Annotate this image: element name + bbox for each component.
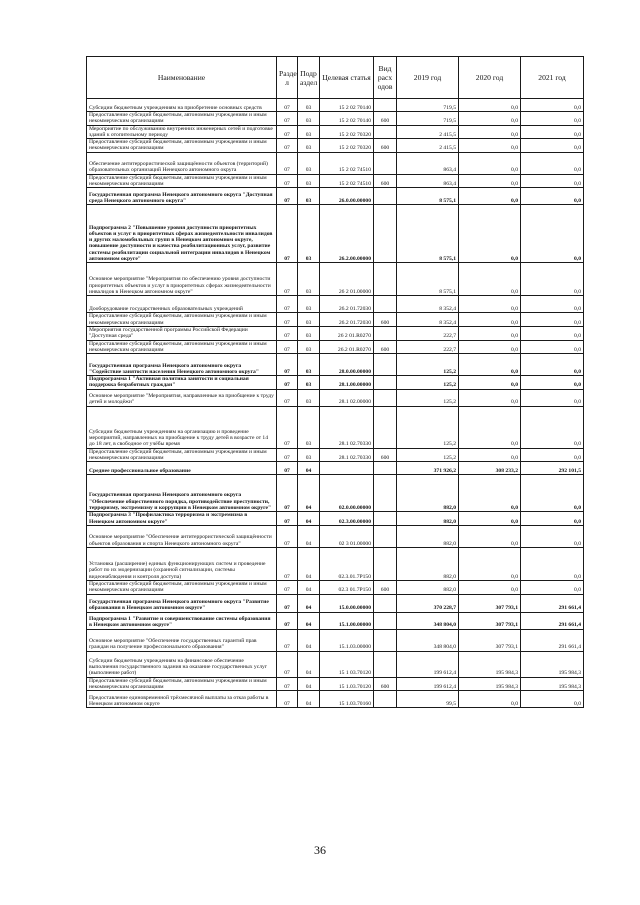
cell-target-article: 15 2 02 74510	[320, 152, 374, 174]
cell-target-article: 26 2 01.R0270	[320, 326, 374, 340]
cell-2019: 222,7	[397, 340, 459, 354]
cell-name: Подпрограмма 1 "Активная политика занятости и социальная поддержка безработных граждан"	[87, 376, 277, 390]
cell-section: 07	[277, 691, 298, 708]
cell-expense-type	[374, 376, 397, 390]
cell-2020: 0,0	[459, 152, 521, 174]
cell-subsection: 03	[298, 205, 320, 263]
cell-2020: 0,0	[459, 326, 521, 340]
cell-2019: 125,2	[397, 389, 459, 406]
cell-subsection: 03	[298, 354, 320, 376]
cell-subsection: 03	[298, 139, 320, 153]
cell-subsection: 03	[298, 448, 320, 462]
cell-name: Обеспечение антитеррористической защищённости объектов (территорий) образовательных организаций Ненецкого автономного округа	[87, 152, 277, 174]
cell-2020: 0,0	[459, 125, 521, 139]
table-header-row	[87, 57, 584, 99]
table-row	[87, 99, 584, 112]
cell-section: 07	[277, 125, 298, 139]
cell-2021: 0,0	[521, 205, 584, 263]
cell-target-article: 02.3.01.7P150	[320, 547, 374, 580]
cell-expense-type	[374, 125, 397, 139]
cell-target-article: 02.3 01.7P150	[320, 580, 374, 594]
cell-section: 07	[277, 475, 298, 512]
cell-expense-type	[374, 188, 397, 205]
cell-2019: 199 612,4	[397, 677, 459, 691]
cell-name: Подпрограмма 1 "Развитие и совершенствование системы образования в Ненецком автономном округе"	[87, 612, 277, 629]
cell-expense-type	[374, 651, 397, 677]
cell-2021: 291 661,4	[521, 629, 584, 651]
cell-name: Основное мероприятие "Обеспечение государственных гарантий прав граждан на получение профессионального образования"	[87, 629, 277, 651]
header-subsection: Подр аздел	[298, 57, 320, 99]
budget-table	[86, 56, 584, 708]
cell-2019: 125,2	[397, 448, 459, 462]
cell-2021: 0,0	[521, 389, 584, 406]
cell-subsection: 03	[298, 125, 320, 139]
cell-expense-type	[374, 205, 397, 263]
cell-subsection: 03	[298, 326, 320, 340]
cell-target-article: 15 2 02 70320	[320, 125, 374, 139]
cell-target-article: 28.1.00.00000	[320, 376, 374, 390]
cell-subsection: 03	[298, 340, 320, 354]
cell-2019: 199 612,4	[397, 651, 459, 677]
cell-section: 07	[277, 462, 298, 475]
cell-expense-type	[374, 406, 397, 448]
table-row	[87, 188, 584, 205]
header-expense-type: Вид расх одов	[374, 57, 397, 99]
cell-2021: 0,0	[521, 475, 584, 512]
cell-subsection: 03	[298, 112, 320, 126]
cell-2020: 0,0	[459, 389, 521, 406]
cell-2019: 8 575,1	[397, 188, 459, 205]
cell-2020: 0,0	[459, 313, 521, 327]
cell-name: Предоставление субсидий бюджетным, автономным учреждениям и иным некоммерческим организациям	[87, 340, 277, 354]
table-row	[87, 406, 584, 448]
cell-2019: 348 804,0	[397, 612, 459, 629]
table-row	[87, 263, 584, 296]
table-row	[87, 376, 584, 390]
cell-subsection: 04	[298, 512, 320, 526]
cell-2019: 348 804,0	[397, 629, 459, 651]
cell-expense-type	[374, 354, 397, 376]
cell-subsection: 03	[298, 376, 320, 390]
table-row	[87, 296, 584, 313]
cell-section: 07	[277, 188, 298, 205]
table-row	[87, 152, 584, 174]
cell-expense-type: 600	[374, 112, 397, 126]
cell-2021: 0,0	[521, 326, 584, 340]
cell-expense-type: 600	[374, 340, 397, 354]
cell-2021: 0,0	[521, 112, 584, 126]
cell-2019: 8 352,4	[397, 296, 459, 313]
cell-2021: 291 661,4	[521, 594, 584, 612]
cell-section: 07	[277, 313, 298, 327]
cell-section: 07	[277, 326, 298, 340]
cell-2020: 0,0	[459, 174, 521, 188]
table-row	[87, 525, 584, 547]
cell-section: 07	[277, 612, 298, 629]
cell-target-article: 15 2 02 70140	[320, 99, 374, 112]
cell-expense-type	[374, 475, 397, 512]
table-row	[87, 448, 584, 462]
cell-2019: 8 575,1	[397, 205, 459, 263]
cell-2020: 308 233,2	[459, 462, 521, 475]
cell-subsection: 04	[298, 691, 320, 708]
cell-name: Установка (расширение) единых функционирующих систем и проведение работ по их модернизации (охранной сигнализации, системы видеонаблюдения и контроля доступа)	[87, 547, 277, 580]
cell-subsection: 03	[298, 174, 320, 188]
cell-2019: 882,0	[397, 547, 459, 580]
cell-2019: 882,0	[397, 512, 459, 526]
cell-2020: 0,0	[459, 691, 521, 708]
cell-2021: 292 101,5	[521, 462, 584, 475]
cell-name: Субсидии бюджетным учреждениям на приобретение основных средств	[87, 99, 277, 112]
cell-expense-type: 600	[374, 580, 397, 594]
cell-name: Подпрограмма 2 "Повышение уровня доступности приоритетных объектов и услуг в приоритетных сферах жизнедеятельности инвалидов и других маломобильных групп в Ненецком автономном округе, повышение доступности и качества реабилитационных услуг, развитие системы реабилитации социальной интеграции инвалидов в Ненецком автономном округе"	[87, 205, 277, 263]
cell-2020: 0,0	[459, 99, 521, 112]
cell-subsection: 04	[298, 580, 320, 594]
cell-name: Государственная программа Ненецкого автономного округа "Развитие образования в Ненецком автономном округе"	[87, 594, 277, 612]
cell-2020: 195 984,3	[459, 651, 521, 677]
table-row	[87, 580, 584, 594]
cell-subsection: 04	[298, 629, 320, 651]
cell-subsection: 03	[298, 313, 320, 327]
cell-subsection: 03	[298, 389, 320, 406]
cell-expense-type	[374, 512, 397, 526]
cell-target-article: 26.2 01.72030	[320, 296, 374, 313]
cell-expense-type: 600	[374, 139, 397, 153]
cell-section: 07	[277, 139, 298, 153]
cell-2021: 195 984,3	[521, 651, 584, 677]
cell-name: Субсидии бюджетным учреждениям на организацию и проведение мероприятий, направленных на приобщение к труду детей в возрасте от 14 до 18 лет, в свободное от учёбы время	[87, 406, 277, 448]
cell-section: 07	[277, 263, 298, 296]
cell-subsection: 03	[298, 152, 320, 174]
table-row	[87, 174, 584, 188]
cell-2021: 0,0	[521, 512, 584, 526]
cell-2021: 0,0	[521, 525, 584, 547]
cell-target-article	[320, 462, 374, 475]
cell-subsection: 04	[298, 594, 320, 612]
cell-target-article: 15.0.00.00000	[320, 594, 374, 612]
cell-expense-type	[374, 612, 397, 629]
cell-2019: 8 575,1	[397, 263, 459, 296]
cell-expense-type	[374, 296, 397, 313]
cell-2019: 99,5	[397, 691, 459, 708]
header-name: Наименование	[87, 57, 277, 99]
cell-2021: 0,0	[521, 139, 584, 153]
cell-target-article: 15 2 02 70320	[320, 139, 374, 153]
cell-2020: 0,0	[459, 525, 521, 547]
cell-section: 07	[277, 525, 298, 547]
cell-2020: 195 984,3	[459, 677, 521, 691]
table-row	[87, 125, 584, 139]
cell-expense-type: 600	[374, 677, 397, 691]
table-row	[87, 512, 584, 526]
cell-section: 07	[277, 389, 298, 406]
cell-target-article: 15.1.03.00000	[320, 629, 374, 651]
cell-name: Государственная программа Ненецкого автономного округа "Содействие занятости населения Ненецкого автономного округа"	[87, 354, 277, 376]
cell-section: 07	[277, 354, 298, 376]
cell-2020: 0,0	[459, 406, 521, 448]
cell-target-article: 28.1 02.70330	[320, 406, 374, 448]
cell-expense-type	[374, 547, 397, 580]
cell-2021: 0,0	[521, 580, 584, 594]
cell-subsection: 04	[298, 475, 320, 512]
cell-target-article: 26.2 01.R0270	[320, 340, 374, 354]
cell-target-article: 02.3.00.00000	[320, 512, 374, 526]
cell-2019: 2 415,5	[397, 125, 459, 139]
cell-subsection: 04	[298, 462, 320, 475]
cell-target-article: 15 2 02 70140	[320, 112, 374, 126]
cell-expense-type	[374, 462, 397, 475]
cell-section: 07	[277, 580, 298, 594]
cell-expense-type: 600	[374, 174, 397, 188]
table-row	[87, 139, 584, 153]
table-row	[87, 326, 584, 340]
cell-name: Дооборудование государственных образовательных учреждений	[87, 296, 277, 313]
cell-target-article: 15 1.03.70160	[320, 691, 374, 708]
cell-target-article: 02.0.00.00000	[320, 475, 374, 512]
cell-subsection: 03	[298, 296, 320, 313]
cell-2021: 0,0	[521, 691, 584, 708]
cell-name: Государственная программа Ненецкого автономного округа "Обеспечение общественного порядка, противодействие преступности, терроризму, экстремизму и коррупции в Ненецком автономном округе"	[87, 475, 277, 512]
cell-name: Предоставление субсидий бюджетным, автономным учреждениям и иным некоммерческим организациям	[87, 313, 277, 327]
header-2020: 2020 год	[459, 57, 521, 99]
cell-name: Предоставление субсидий бюджетным, автономным учреждениям и иным некоммерческим организациям	[87, 139, 277, 153]
cell-expense-type: 600	[374, 313, 397, 327]
cell-2019: 125,2	[397, 354, 459, 376]
cell-subsection: 03	[298, 263, 320, 296]
cell-2020: 307 793,1	[459, 629, 521, 651]
cell-2019: 371 926,2	[397, 462, 459, 475]
cell-name: Субсидии бюджетным учреждениям на финансовое обеспечение выполнения государственного задания на оказание государственных услуг (выполнение работ)	[87, 651, 277, 677]
cell-section: 07	[277, 296, 298, 313]
cell-2020: 0,0	[459, 188, 521, 205]
cell-subsection: 04	[298, 677, 320, 691]
header-section: Разде л	[277, 57, 298, 99]
cell-2021: 291 661,4	[521, 612, 584, 629]
cell-target-article: 28.0.00.00000	[320, 354, 374, 376]
cell-section: 07	[277, 205, 298, 263]
cell-section: 07	[277, 651, 298, 677]
cell-2020: 0,0	[459, 354, 521, 376]
cell-2021: 0,0	[521, 263, 584, 296]
cell-2020: 307 793,1	[459, 594, 521, 612]
cell-target-article: 26 2 01.00000	[320, 263, 374, 296]
cell-name: Подпрограмма 3 "Профилактика терроризма и экстремизма в Ненецком автономном округе"	[87, 512, 277, 526]
cell-expense-type	[374, 99, 397, 112]
cell-target-article: 26.2 01.72030	[320, 313, 374, 327]
page-number: 36	[314, 843, 326, 857]
cell-expense-type: 600	[374, 448, 397, 462]
cell-2020: 0,0	[459, 263, 521, 296]
cell-2021: 0,0	[521, 125, 584, 139]
cell-expense-type	[374, 525, 397, 547]
cell-target-article: 26.2.00.00000	[320, 205, 374, 263]
cell-name: Предоставление субсидий бюджетным, автономным учреждениям и иным некоммерческим организациям	[87, 448, 277, 462]
cell-2021: 0,0	[521, 376, 584, 390]
table-row	[87, 475, 584, 512]
cell-2021: 0,0	[521, 174, 584, 188]
cell-2019: 882,0	[397, 475, 459, 512]
cell-subsection: 04	[298, 525, 320, 547]
table-row	[87, 594, 584, 612]
cell-section: 07	[277, 112, 298, 126]
cell-2021: 0,0	[521, 152, 584, 174]
cell-2021: 195 984,3	[521, 677, 584, 691]
table-row	[87, 677, 584, 691]
cell-section: 07	[277, 629, 298, 651]
cell-section: 07	[277, 448, 298, 462]
cell-section: 07	[277, 376, 298, 390]
header-target-article: Целевая статья	[320, 57, 374, 99]
cell-name: Предоставление субсидий бюджетным, автономным учреждениям и иным некоммерческим организациям	[87, 677, 277, 691]
cell-expense-type	[374, 263, 397, 296]
cell-name: Предоставление субсидий бюджетным, автономным учреждениям и иным некоммерческим организациям	[87, 174, 277, 188]
cell-2021: 0,0	[521, 448, 584, 462]
cell-expense-type	[374, 594, 397, 612]
table-row	[87, 691, 584, 708]
cell-target-article: 28.1 02.70330	[320, 448, 374, 462]
cell-target-article: 15 1 03.70120	[320, 651, 374, 677]
cell-2019: 719,5	[397, 99, 459, 112]
cell-2021: 0,0	[521, 313, 584, 327]
cell-subsection: 03	[298, 99, 320, 112]
cell-target-article: 02 3 01.00000	[320, 525, 374, 547]
cell-2019: 882,0	[397, 580, 459, 594]
cell-2019: 863,4	[397, 152, 459, 174]
cell-name: Основное мероприятие "Мероприятия, направленные на приобщение к труду детей и молодёжи"	[87, 389, 277, 406]
cell-expense-type	[374, 629, 397, 651]
cell-subsection: 03	[298, 188, 320, 205]
cell-target-article: 15 2 02 74510	[320, 174, 374, 188]
cell-name: Основное мероприятие "Мероприятия по обеспечению уровня доступности приоритетных объектов и услуг в приоритетных сферах жизнедеятельности инвалидов в Ненецком автономном округе"	[87, 263, 277, 296]
cell-2020: 0,0	[459, 580, 521, 594]
table-row	[87, 112, 584, 126]
cell-2021: 0,0	[521, 406, 584, 448]
cell-2020: 0,0	[459, 512, 521, 526]
cell-name: Мероприятия государственной программы Российской Федерации "Доступная среда"	[87, 326, 277, 340]
cell-2020: 0,0	[459, 475, 521, 512]
cell-2021: 0,0	[521, 354, 584, 376]
cell-expense-type	[374, 691, 397, 708]
cell-section: 07	[277, 99, 298, 112]
cell-2020: 0,0	[459, 205, 521, 263]
cell-expense-type	[374, 152, 397, 174]
cell-2021: 0,0	[521, 188, 584, 205]
cell-2020: 0,0	[459, 448, 521, 462]
cell-name: Предоставление субсидий бюджетным, автономным учреждениям и иным некоммерческим организациям	[87, 112, 277, 126]
cell-section: 07	[277, 512, 298, 526]
cell-subsection: 04	[298, 547, 320, 580]
cell-name: Основное мероприятие "Обеспечение антитеррористической защищённости объектов образования и спорта Ненецкого автономного округа"	[87, 525, 277, 547]
cell-2019: 882,0	[397, 525, 459, 547]
table-row	[87, 340, 584, 354]
cell-2020: 0,0	[459, 296, 521, 313]
cell-section: 07	[277, 406, 298, 448]
cell-name: Среднее профессиональное образование	[87, 462, 277, 475]
cell-2019: 222,7	[397, 326, 459, 340]
cell-2019: 2 415,5	[397, 139, 459, 153]
cell-2019: 370 228,7	[397, 594, 459, 612]
cell-2019: 8 352,4	[397, 313, 459, 327]
cell-2021: 0,0	[521, 340, 584, 354]
cell-section: 07	[277, 152, 298, 174]
table-row	[87, 205, 584, 263]
header-2019: 2019 год	[397, 57, 459, 99]
cell-subsection: 04	[298, 612, 320, 629]
table-row	[87, 354, 584, 376]
cell-section: 07	[277, 677, 298, 691]
cell-2019: 125,2	[397, 376, 459, 390]
table-row	[87, 651, 584, 677]
cell-2021: 0,0	[521, 99, 584, 112]
cell-target-article: 26.0.00.00000	[320, 188, 374, 205]
cell-2020: 0,0	[459, 112, 521, 126]
cell-2020: 0,0	[459, 547, 521, 580]
cell-2019: 863,4	[397, 174, 459, 188]
cell-subsection: 04	[298, 651, 320, 677]
table-row	[87, 612, 584, 629]
cell-section: 07	[277, 174, 298, 188]
cell-expense-type	[374, 389, 397, 406]
cell-section: 07	[277, 340, 298, 354]
cell-subsection: 03	[298, 406, 320, 448]
cell-2021: 0,0	[521, 296, 584, 313]
cell-name: Предоставление субсидий бюджетным, автономным учреждениям и иным некоммерческим организациям	[87, 580, 277, 594]
header-2021: 2021 год	[521, 57, 584, 99]
cell-section: 07	[277, 594, 298, 612]
cell-target-article: 15.1.00.00000	[320, 612, 374, 629]
table-row	[87, 462, 584, 475]
table-row	[87, 629, 584, 651]
cell-name: Государственная программа Ненецкого автономного округа "Доступная среда Ненецкого автономного округа"	[87, 188, 277, 205]
cell-2019: 125,2	[397, 406, 459, 448]
cell-2020: 0,0	[459, 376, 521, 390]
table-row	[87, 313, 584, 327]
cell-2021: 0,0	[521, 547, 584, 580]
cell-section: 07	[277, 547, 298, 580]
cell-target-article: 28.1 02.00000	[320, 389, 374, 406]
cell-2020: 0,0	[459, 139, 521, 153]
table-row	[87, 547, 584, 580]
cell-2019: 719,5	[397, 112, 459, 126]
cell-name: Предоставление единовременной трёхмесячной выплаты за отказ работы в Ненецком автономном округе	[87, 691, 277, 708]
cell-target-article: 15 1.03.70120	[320, 677, 374, 691]
cell-expense-type	[374, 326, 397, 340]
table-row	[87, 389, 584, 406]
cell-2020: 0,0	[459, 340, 521, 354]
cell-name: Мероприятие по обслуживанию внутренних инженерных сетей и подготовке зданий к отопительному периоду	[87, 125, 277, 139]
cell-2020: 307 793,1	[459, 612, 521, 629]
